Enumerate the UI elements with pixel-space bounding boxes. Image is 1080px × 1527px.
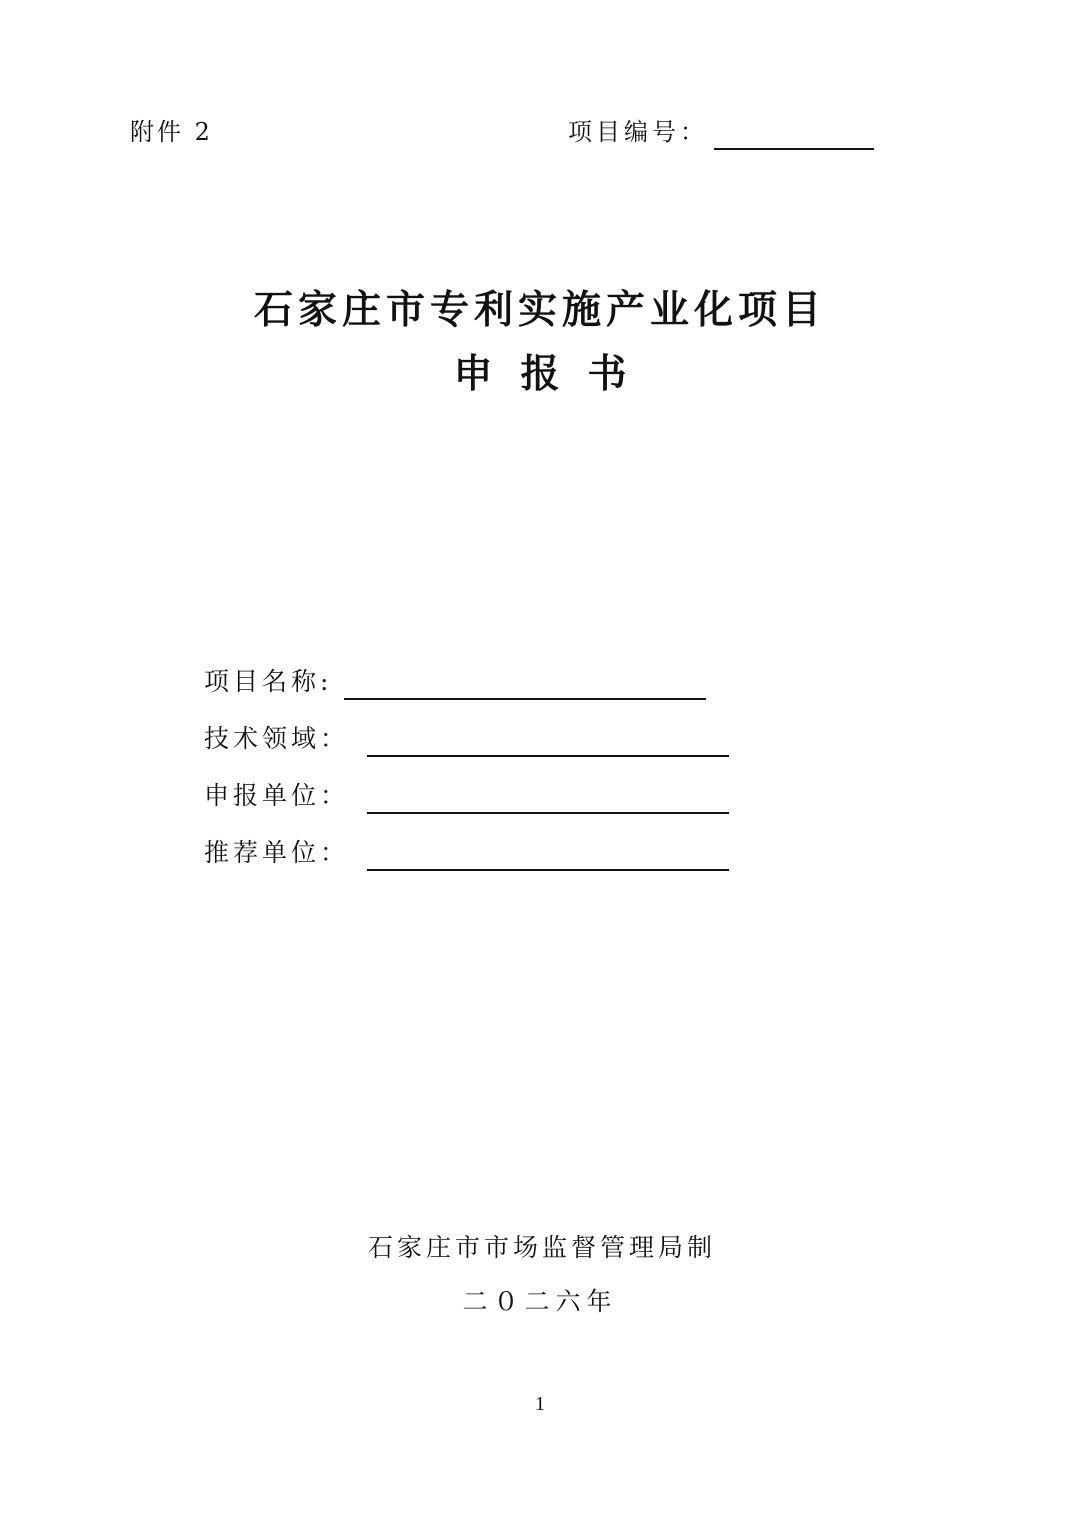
page-number: 1 [535, 1393, 545, 1415]
document-title: 石家庄市专利实施产业化项目 [253, 288, 826, 333]
project-number-blank[interactable] [714, 118, 874, 150]
applicant-unit-blank[interactable] [367, 782, 729, 814]
document-subtitle: 申报书 [453, 352, 655, 397]
year-text: 二０二六年 [462, 1287, 618, 1316]
attachment-label: 附件 2 [130, 118, 213, 146]
tech-field-label: 技术领域： [204, 724, 350, 753]
project-name-blank[interactable] [344, 668, 706, 700]
tech-field-blank[interactable] [367, 725, 729, 757]
project-name-field [204, 664, 706, 700]
recommending-unit-label: 推荐单位： [204, 838, 350, 867]
applicant-unit-label: 申报单位： [204, 781, 350, 810]
project-name-label: 项目名称: [204, 667, 333, 696]
project-number-label: 项目编号： [568, 118, 708, 146]
project-number-row [568, 114, 874, 150]
recommending-unit-field [204, 835, 729, 871]
issuer-text: 石家庄市市场监督管理局制 [367, 1233, 716, 1262]
applicant-unit-field [204, 778, 729, 814]
tech-field-field [204, 721, 729, 757]
recommending-unit-blank[interactable] [367, 839, 729, 871]
